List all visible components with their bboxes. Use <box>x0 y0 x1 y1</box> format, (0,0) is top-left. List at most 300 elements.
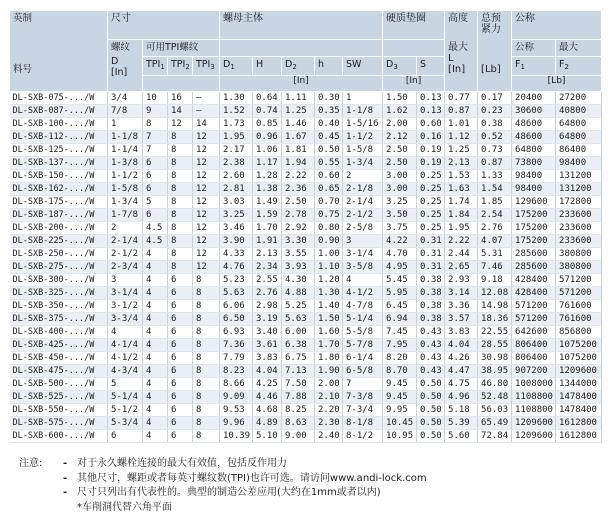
cell-d2: 3.30 <box>282 235 315 248</box>
table-row <box>10 248 602 261</box>
cell-s: 0.43 <box>417 352 445 365</box>
note-line <box>63 457 427 472</box>
cell-d1: 1.95 <box>220 131 253 144</box>
table-row <box>10 391 602 404</box>
cell-f1: 285600 <box>512 261 556 274</box>
cell-l-max: 2.93 <box>445 274 478 287</box>
cell-h-cap: 1.91 <box>253 235 282 248</box>
group-imperial-label: 英制 <box>13 13 33 24</box>
cell-d: 4-1/4 <box>108 339 143 352</box>
cell-f2: 1612800 <box>556 417 602 430</box>
cell-tpi2: 16 <box>168 92 193 105</box>
cell-tpi1: 4 <box>143 430 168 443</box>
cell-h: 2.30 <box>315 417 343 430</box>
cell-h-cap: 5.10 <box>253 430 282 443</box>
group-nominal: 公称 <box>512 11 602 40</box>
cell-f1: 20400 <box>512 92 556 105</box>
d-symbol: D <box>111 56 119 67</box>
cell-d2: 6.38 <box>282 339 315 352</box>
cell-l-max: 2.65 <box>445 261 478 274</box>
table-row <box>10 404 602 417</box>
col-header-h-low: h <box>315 57 343 76</box>
cell-f1: 907200 <box>512 365 556 378</box>
cell-d3: 9.95 <box>383 404 417 417</box>
cell-d1: 6.50 <box>220 313 253 326</box>
cell-tpi2: 6 <box>168 287 193 300</box>
cell-preload: 1.33 <box>478 170 512 183</box>
cell-l-max: 1.53 <box>445 170 478 183</box>
cell-l-max: 3.83 <box>445 326 478 339</box>
cell-d1: 5.63 <box>220 287 253 300</box>
table-row <box>10 131 602 144</box>
cell-part: DL-SXB-300-.../W <box>10 274 108 287</box>
cell-d: 3 <box>108 274 143 287</box>
cell-h: 1.40 <box>315 300 343 313</box>
cell-preload: 4.07 <box>478 235 512 248</box>
cell-f1: 30600 <box>512 105 556 118</box>
cell-f1: 571200 <box>512 300 556 313</box>
cell-sw: 3-1/4 <box>343 248 383 261</box>
thread-unit: [In] <box>111 67 128 78</box>
cell-tpi3: 12 <box>193 248 220 261</box>
note-bullet <box>63 501 77 516</box>
cell-f1: 73800 <box>512 157 556 170</box>
cell-preload: 0.23 <box>478 105 512 118</box>
cell-h: 0.70 <box>315 196 343 209</box>
cell-tpi3: 8 <box>193 339 220 352</box>
cell-tpi2: 8 <box>168 170 193 183</box>
cell-s: 0.25 <box>417 183 445 196</box>
cell-l-max: 3.14 <box>445 287 478 300</box>
cell-d: 1-3/4 <box>108 196 143 209</box>
cell-d: 2-1/4 <box>108 235 143 248</box>
cell-preload: 2.54 <box>478 209 512 222</box>
cell-d1: 3.25 <box>220 209 253 222</box>
cell-part: DL-SXB-550-.../W <box>10 404 108 417</box>
cell-preload: 52.48 <box>478 391 512 404</box>
cell-preload: 28.55 <box>478 339 512 352</box>
cell-tpi2: 6 <box>168 430 193 443</box>
cell-tpi2: 6 <box>168 352 193 365</box>
cell-h-cap: 2.34 <box>253 261 282 274</box>
cell-h-cap: 4.46 <box>253 391 282 404</box>
cell-part: DL-SXB-112-.../W <box>10 131 108 144</box>
cell-tpi1: 4 <box>143 378 168 391</box>
cell-sw: 8-1/2 <box>343 430 383 443</box>
cell-h: 1.80 <box>315 352 343 365</box>
nut-spacer <box>220 40 383 57</box>
cell-h: 2.00 <box>315 378 343 391</box>
cell-f2: 86400 <box>556 144 602 157</box>
cell-h: 1.70 <box>315 339 343 352</box>
cell-tpi1: 4 <box>143 326 168 339</box>
cell-preload: 0.73 <box>478 144 512 157</box>
cell-sw: 1 <box>343 92 383 105</box>
cell-d1: 1.30 <box>220 92 253 105</box>
cell-s: 0.31 <box>417 235 445 248</box>
cell-d3: 1.62 <box>383 105 417 118</box>
cell-d3: 2.12 <box>383 131 417 144</box>
cell-l-max: 2.44 <box>445 248 478 261</box>
table-row <box>10 430 602 443</box>
cell-d: 4 <box>108 326 143 339</box>
cell-f2: 761600 <box>556 300 602 313</box>
cell-sw: 5-7/8 <box>343 339 383 352</box>
cell-h: 0.30 <box>315 92 343 105</box>
cell-d3: 10.45 <box>383 417 417 430</box>
cell-h-cap: 1.70 <box>253 222 282 235</box>
cell-h: 0.80 <box>315 222 343 235</box>
part-number-label: 料号 <box>13 64 33 75</box>
cell-tpi1: 7 <box>143 144 168 157</box>
cell-h-cap: 0.85 <box>253 118 282 131</box>
cell-s: 0.25 <box>417 196 445 209</box>
cell-d2: 7.88 <box>282 391 315 404</box>
cell-l-max: 5.39 <box>445 417 478 430</box>
cell-part: DL-SXB-137-.../W <box>10 157 108 170</box>
cell-preload: 46.80 <box>478 378 512 391</box>
table-row <box>10 352 602 365</box>
table-row <box>10 105 602 118</box>
nominal-max-label: 最大 <box>556 40 602 57</box>
cell-s: 0.50 <box>417 378 445 391</box>
cell-tpi3: 8 <box>193 417 220 430</box>
cell-d2: 1.11 <box>282 92 315 105</box>
cell-d: 5 <box>108 378 143 391</box>
cell-l-max: 4.96 <box>445 391 478 404</box>
cell-tpi1: 8 <box>143 118 168 131</box>
cell-d2: 5.63 <box>282 313 315 326</box>
cell-d3: 5.95 <box>383 287 417 300</box>
cell-sw: 6-1/4 <box>343 352 383 365</box>
cell-tpi1: 6 <box>143 183 168 196</box>
table-header <box>10 11 602 92</box>
cell-d3: 2.00 <box>383 118 417 131</box>
cell-h-cap: 1.38 <box>253 183 282 196</box>
note-line <box>63 472 427 487</box>
cell-d2: 4.88 <box>282 287 315 300</box>
cell-f1: 428400 <box>512 287 556 300</box>
cell-d1: 9.09 <box>220 391 253 404</box>
cell-l-max: 0.77 <box>445 92 478 105</box>
cell-d2: 1.46 <box>282 118 315 131</box>
cell-d1: 10.39 <box>220 430 253 443</box>
cell-part: DL-SXB-100-.../W <box>10 118 108 131</box>
cell-d2: 1.67 <box>282 131 315 144</box>
nut-unit: [In] <box>220 76 383 92</box>
cell-h-cap: 0.96 <box>253 131 282 144</box>
table-row <box>10 287 602 300</box>
cell-sw: 8-1/8 <box>343 417 383 430</box>
cell-h: 1.00 <box>315 248 343 261</box>
cell-l-max: 0.87 <box>445 105 478 118</box>
table-row <box>10 261 602 274</box>
cell-sw: 7-3/4 <box>343 404 383 417</box>
cell-f2: 1344000 <box>556 378 602 391</box>
cell-tpi3: 8 <box>193 430 220 443</box>
cell-d1: 9.53 <box>220 404 253 417</box>
cell-h-cap: 2.13 <box>253 248 282 261</box>
cell-d: 2-3/4 <box>108 261 143 274</box>
cell-tpi2: 6 <box>168 391 193 404</box>
cell-preload: 38.95 <box>478 365 512 378</box>
cell-sw: 2-5/8 <box>343 222 383 235</box>
cell-d3: 3.00 <box>383 183 417 196</box>
note-bullet: - <box>63 458 68 469</box>
cell-f1: 1108800 <box>512 391 556 404</box>
group-total-preload <box>478 11 512 92</box>
note-bullet: - <box>63 487 68 498</box>
force-unit: [Lb] <box>512 76 602 92</box>
cell-h: 0.55 <box>315 157 343 170</box>
cell-s: 0.43 <box>417 339 445 352</box>
cell-tpi1: 4 <box>143 274 168 287</box>
cell-d: 3-3/4 <box>108 313 143 326</box>
cell-h-cap: 2.76 <box>253 287 282 300</box>
cell-f2: 571200 <box>556 287 602 300</box>
cell-f2: 380800 <box>556 261 602 274</box>
cell-d3: 3.75 <box>383 222 417 235</box>
cell-sw: 1-5/8 <box>343 144 383 157</box>
l-symbol: L <box>448 53 454 64</box>
cell-tpi1: 4 <box>143 313 168 326</box>
cell-d3: 7.45 <box>383 326 417 339</box>
cell-f2: 233600 <box>556 209 602 222</box>
col-header-sw: SW <box>343 57 383 76</box>
cell-d: 7/8 <box>108 105 143 118</box>
cell-d: 4-1/2 <box>108 352 143 365</box>
cell-tpi2: 14 <box>168 105 193 118</box>
cell-s: 0.50 <box>417 391 445 404</box>
col-header-s: S <box>417 57 445 76</box>
cell-s: 0.50 <box>417 430 445 443</box>
cell-d: 3-1/4 <box>108 287 143 300</box>
cell-h: 2.40 <box>315 430 343 443</box>
cell-tpi3: 14 <box>193 118 220 131</box>
notes <box>19 457 601 515</box>
cell-l-max: 3.57 <box>445 313 478 326</box>
cell-sw: 7-3/8 <box>343 391 383 404</box>
cell-f1: 428400 <box>512 274 556 287</box>
cell-part: DL-SXB-425-.../W <box>10 339 108 352</box>
cell-h: 0.35 <box>315 105 343 118</box>
cell-s: 0.50 <box>417 417 445 430</box>
cell-h-cap: 4.89 <box>253 417 282 430</box>
col-header-tpi3: $TPI_3$ <box>193 57 220 76</box>
cell-preload: 22.55 <box>478 326 512 339</box>
cell-f2: 1612800 <box>556 430 602 443</box>
cell-f2: 131200 <box>556 170 602 183</box>
cell-sw: 2-1/2 <box>343 209 383 222</box>
cell-s: 0.38 <box>417 287 445 300</box>
cell-d2: 2.36 <box>282 183 315 196</box>
table-row <box>10 274 602 287</box>
cell-d3: 6.45 <box>383 300 417 313</box>
cell-tpi3: 8 <box>193 391 220 404</box>
cell-d1: 8.23 <box>220 365 253 378</box>
cell-tpi3: 8 <box>193 365 220 378</box>
cell-h: 1.10 <box>315 261 343 274</box>
cell-tpi1: 4 <box>143 248 168 261</box>
cell-tpi3: 12 <box>193 222 220 235</box>
cell-sw: 1-1/2 <box>343 131 383 144</box>
cell-l-max: 1.95 <box>445 222 478 235</box>
cell-d3: 1.50 <box>383 92 417 105</box>
cell-sw: 2 <box>343 170 383 183</box>
group-size: 尺寸 <box>108 11 220 40</box>
note-text: 其他尺寸，螺距或者每英寸螺纹数(TPI)也许可选。请访问www.andi-lock.com <box>77 472 427 484</box>
cell-part: DL-SXB-525-.../W <box>10 391 108 404</box>
cell-d1: 7.79 <box>220 352 253 365</box>
note-text: *车削洞代替六角平面 <box>77 501 172 513</box>
table-row <box>10 196 602 209</box>
cell-f1: 175200 <box>512 209 556 222</box>
preload-group-label: 总预紧力 <box>481 13 502 35</box>
cell-s: 0.38 <box>417 274 445 287</box>
cell-f2: 40800 <box>556 105 602 118</box>
cell-part: DL-SXB-175-.../W <box>10 196 108 209</box>
cell-l-max: 3.36 <box>445 300 478 313</box>
cell-d1: 2.17 <box>220 144 253 157</box>
cell-tpi2: 6 <box>168 274 193 287</box>
cell-tpi1: 6 <box>143 209 168 222</box>
cell-f1: 806400 <box>512 339 556 352</box>
cell-d: 1-1/4 <box>108 144 143 157</box>
table-row <box>10 365 602 378</box>
cell-h: 1.60 <box>315 326 343 339</box>
cell-preload: 9.18 <box>478 274 512 287</box>
cell-d3: 8.70 <box>383 365 417 378</box>
table-row <box>10 300 602 313</box>
cell-sw: 1-3/4 <box>343 157 383 170</box>
cell-preload: 0.17 <box>478 92 512 105</box>
cell-d: 4-3/4 <box>108 365 143 378</box>
cell-d1: 8.66 <box>220 378 253 391</box>
cell-d2: 2.50 <box>282 196 315 209</box>
washer-spacer <box>383 40 445 57</box>
preload-unit: [Lb] <box>481 64 501 75</box>
cell-tpi1: 4 <box>143 352 168 365</box>
cell-d2: 6.00 <box>282 326 315 339</box>
cell-s: 0.31 <box>417 248 445 261</box>
cell-part: DL-SXB-575-.../W <box>10 417 108 430</box>
cell-preload: 72.84 <box>478 430 512 443</box>
cell-preload: 12.08 <box>478 287 512 300</box>
cell-d2: 2.22 <box>282 170 315 183</box>
table-row <box>10 339 602 352</box>
note-text: 尺寸只列出有代表性的。典型的制造公差应用(大约在1mm或者以内) <box>77 487 381 498</box>
cell-sw: 4-7/8 <box>343 300 383 313</box>
cell-d3: 3.25 <box>383 196 417 209</box>
cell-l-max: 4.47 <box>445 365 478 378</box>
cell-l-max: 5.18 <box>445 404 478 417</box>
col-header-d2: $D_2$ <box>282 57 315 76</box>
table-row <box>10 313 602 326</box>
cell-tpi3: 8 <box>193 404 220 417</box>
cell-f2: 856800 <box>556 326 602 339</box>
cell-tpi3: 12 <box>193 196 220 209</box>
cell-d2: 8.63 <box>282 417 315 430</box>
cell-d2: 2.92 <box>282 222 315 235</box>
cell-h: 1.30 <box>315 287 343 300</box>
cell-tpi3: 12 <box>193 170 220 183</box>
cell-tpi1: 6 <box>143 170 168 183</box>
cell-tpi2: 6 <box>168 339 193 352</box>
table-row <box>10 417 602 430</box>
cell-tpi1: 4 <box>143 287 168 300</box>
col-header-h-cap: H <box>253 57 282 76</box>
cell-h-cap: 3.83 <box>253 352 282 365</box>
tpi-unit-spacer <box>143 76 220 92</box>
col-header-tpi1: $TPI_1$ <box>143 57 168 76</box>
cell-s: 0.50 <box>417 404 445 417</box>
cell-sw: 2-1/8 <box>343 183 383 196</box>
cell-h: 0.90 <box>315 235 343 248</box>
cell-f2: 172800 <box>556 196 602 209</box>
cell-f1: 571200 <box>512 313 556 326</box>
cell-preload: 2.76 <box>478 222 512 235</box>
cell-tpi1: 9 <box>143 105 168 118</box>
cell-f2: 1075200 <box>556 352 602 365</box>
cell-tpi1: 4 <box>143 261 168 274</box>
cell-l-max: 1.12 <box>445 131 478 144</box>
cell-d: 1-1/8 <box>108 131 143 144</box>
cell-preload: 7.46 <box>478 261 512 274</box>
cell-s: 0.38 <box>417 313 445 326</box>
cell-tpi2: 6 <box>168 378 193 391</box>
cell-tpi1: 6 <box>143 157 168 170</box>
cell-tpi3: 8 <box>193 378 220 391</box>
col-header-f2: $F_2$ <box>556 57 602 76</box>
cell-tpi2: 8 <box>168 209 193 222</box>
cell-f2: 64800 <box>556 118 602 131</box>
cell-d2: 3.55 <box>282 248 315 261</box>
cell-tpi2: 8 <box>168 196 193 209</box>
cell-preload: 1.54 <box>478 183 512 196</box>
cell-f1: 64800 <box>512 144 556 157</box>
cell-l-max: 2.22 <box>445 235 478 248</box>
cell-d2: 8.25 <box>282 404 315 417</box>
cell-tpi2: 6 <box>168 300 193 313</box>
cell-part: DL-SXB-600-.../W <box>10 430 108 443</box>
cell-d3: 9.45 <box>383 391 417 404</box>
cell-sw: 5-1/4 <box>343 313 383 326</box>
cell-d1: 6.06 <box>220 300 253 313</box>
cell-d: 5-1/2 <box>108 404 143 417</box>
cell-part: DL-SXB-125-.../W <box>10 144 108 157</box>
cell-part: DL-SXB-450-.../W <box>10 352 108 365</box>
cell-d3: 6.94 <box>383 313 417 326</box>
cell-f1: 175200 <box>512 235 556 248</box>
col-header-d1: $D_1$ <box>220 57 253 76</box>
cell-l-max: 1.63 <box>445 183 478 196</box>
cell-l-max: 5.60 <box>445 430 478 443</box>
cell-sw: 1-5/16 <box>343 118 383 131</box>
cell-preload: 56.03 <box>478 404 512 417</box>
cell-sw: 4 <box>343 274 383 287</box>
cell-s: 0.25 <box>417 209 445 222</box>
cell-d2: 1.94 <box>282 157 315 170</box>
cell-f2: 571200 <box>556 274 602 287</box>
cell-f1: 285600 <box>512 248 556 261</box>
cell-tpi3: 8 <box>193 287 220 300</box>
cell-f1: 98400 <box>512 183 556 196</box>
col-header-f1: $F_1$ <box>512 57 556 76</box>
cell-d1: 2.38 <box>220 157 253 170</box>
table-row <box>10 209 602 222</box>
cell-d2: 7.50 <box>282 378 315 391</box>
cell-d3: 8.20 <box>383 352 417 365</box>
